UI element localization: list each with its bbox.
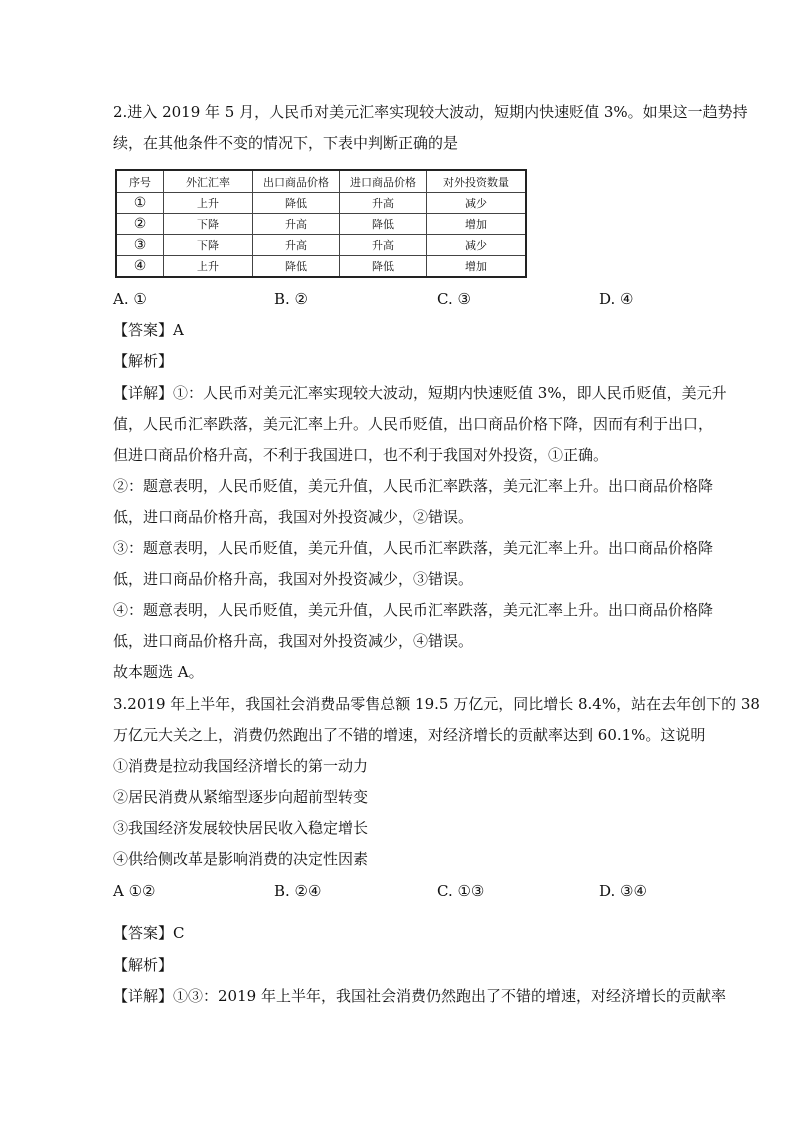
q2-detail-line: 但进口商品价格升高，不利于我国进口，也不利于我国对外投资，①正确。 [113, 446, 609, 464]
option-a: A. ① [113, 290, 147, 308]
q2-stem-line-2: 续，在其他条件不变的情况下，下表中判断正确的是 [113, 134, 459, 152]
table-header-cell: 外汇汇率 [164, 170, 253, 193]
q2-detail-line: 【详解】①：人民币对美元汇率实现较大波动，短期内快速贬值 3%，即人民币贬值，美元升 [113, 384, 727, 402]
q3-statement: ③我国经济发展较快居民收入稳定增长 [113, 819, 369, 837]
table-row [116, 214, 526, 235]
q2-detail-line: 值，人民币汇率跌落，美元汇率上升。人民币贬值，出口商品价格下降，因而有利于出口， [113, 415, 714, 433]
table-cell: ④ [116, 256, 164, 278]
table-header-cell: 序号 [116, 170, 164, 193]
option-d: D. ③④ [599, 882, 647, 900]
q3-options [113, 881, 673, 901]
option-a: A ①② [113, 882, 156, 900]
table-cell: 减少 [427, 193, 527, 214]
option-c: C. ①③ [437, 882, 485, 900]
table-cell: 下降 [164, 235, 253, 256]
q2-stem-line-1: 2.进入 2019 年 5 月，人民币对美元汇率实现较大波动，短期内快速贬值 3%。如果这一趋势持 [113, 103, 748, 121]
option-b: B. ②④ [274, 882, 322, 900]
table-cell: 升高 [340, 235, 427, 256]
table-row [116, 235, 526, 256]
q3-detail-line: 【详解】①③：2019 年上半年，我国社会消费仍然跑出了不错的增速，对经济增长的贡献率 [113, 987, 726, 1005]
q3-answer: 【答案】C [113, 924, 185, 942]
q3-stem-line-2: 万亿元大关之上，消费仍然跑出了不错的增速，对经济增长的贡献率达到 60.1%。这说明 [113, 726, 706, 744]
table-header-cell: 进口商品价格 [340, 170, 427, 193]
q3-statement: ①消费是拉动我国经济增长的第一动力 [113, 757, 369, 775]
table-header-cell: 出口商品价格 [253, 170, 340, 193]
table-cell: ③ [116, 235, 164, 256]
option-d: D. ④ [599, 290, 634, 308]
q2-detail-line: ④：题意表明，人民币贬值，美元升值，人民币汇率跌落，美元汇率上升。出口商品价格降 [113, 601, 714, 619]
q2-conclusion: 故本题选 A。 [113, 663, 204, 681]
option-c: C. ③ [437, 290, 471, 308]
table-cell: 升高 [253, 235, 340, 256]
table-cell: 下降 [164, 214, 253, 235]
q2-detail-line: 低，进口商品价格升高，我国对外投资减少，④错误。 [113, 632, 474, 650]
q2-analysis-label: 【解析】 [113, 352, 174, 370]
q2-detail-line: ②：题意表明，人民币贬值，美元升值，人民币汇率跌落，美元汇率上升。出口商品价格降 [113, 477, 714, 495]
table-header-row [116, 170, 526, 193]
table-cell: 升高 [340, 193, 427, 214]
table-cell: 上升 [164, 193, 253, 214]
table-cell: 上升 [164, 256, 253, 278]
q3-analysis-label: 【解析】 [113, 956, 174, 974]
table-row [116, 193, 526, 214]
q2-detail-line: ③：题意表明，人民币贬值，美元升值，人民币汇率跌落，美元汇率上升。出口商品价格降 [113, 539, 714, 557]
exchange-rate-table [115, 169, 527, 278]
table-cell: 减少 [427, 235, 527, 256]
q2-answer: 【答案】A [113, 321, 184, 339]
q3-statement: ②居民消费从紧缩型逐步向超前型转变 [113, 788, 369, 806]
table-cell: 增加 [427, 214, 527, 235]
table-header-cell: 对外投资数量 [427, 170, 527, 193]
table-cell: 增加 [427, 256, 527, 278]
q2-detail-line: 低，进口商品价格升高，我国对外投资减少，②错误。 [113, 508, 474, 526]
table-cell: 降低 [340, 256, 427, 278]
table-row [116, 256, 526, 278]
table-cell: ② [116, 214, 164, 235]
table-cell: ① [116, 193, 164, 214]
q2-options [113, 289, 673, 309]
table-cell: 升高 [253, 214, 340, 235]
table-cell: 降低 [253, 256, 340, 278]
option-b: B. ② [274, 290, 309, 308]
table-cell: 降低 [340, 214, 427, 235]
table-cell: 降低 [253, 193, 340, 214]
q3-stem-line-1: 3.2019 年上半年，我国社会消费品零售总额 19.5 万亿元，同比增长 8.4%，站在去年创下的 38 [113, 695, 760, 713]
q3-statement: ④供给侧改革是影响消费的决定性因素 [113, 850, 369, 868]
q2-detail-line: 低，进口商品价格升高，我国对外投资减少，③错误。 [113, 570, 474, 588]
